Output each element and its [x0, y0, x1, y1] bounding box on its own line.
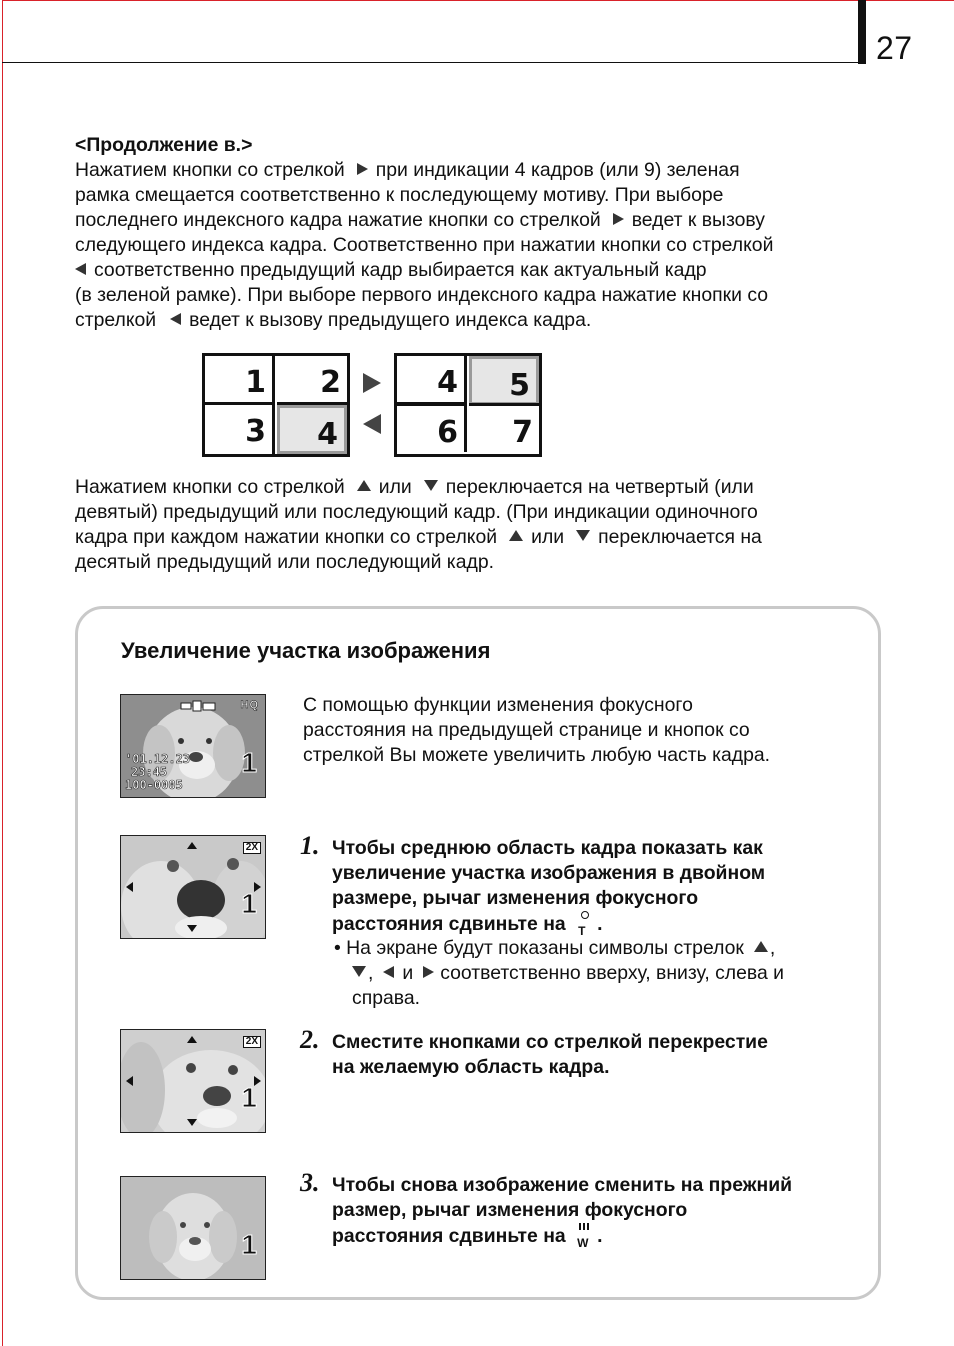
arrow-up-icon: [754, 941, 768, 952]
text-line: следующего индекса кадра. Соответственно при нажатии кнопки со стрелкой: [75, 234, 774, 256]
text-span: соответственно вверху, внизу, слева и: [440, 962, 784, 984]
zoom-intro: [303, 693, 843, 768]
arrow-down-icon: [576, 530, 590, 541]
text-line: размер, рычаг изменения фокусного: [332, 1199, 688, 1221]
arrow-right-icon: [363, 373, 381, 393]
text-span: стрелкой: [75, 309, 157, 331]
text-line: (в зеленой рамке). При выборе первого индексного кадра нажатие кнопки со: [75, 284, 769, 306]
lever-label-t: T: [578, 924, 586, 938]
text-span: переключается на: [598, 526, 762, 548]
arrow-left-icon: [126, 1076, 133, 1086]
lever-label-w: W: [577, 1236, 589, 1250]
arrow-up-icon: [357, 480, 371, 491]
grid-cell-selected: 4: [277, 405, 347, 454]
text-line: увеличение участка изображения в двойном: [332, 862, 766, 884]
photo-time: 23:45: [131, 765, 168, 779]
photo-info-overlay: [125, 753, 190, 792]
continuation-text: [75, 133, 865, 333]
grid-cell: 7: [469, 403, 539, 452]
text-line: на желаемую область кадра.: [332, 1056, 610, 1078]
lcd-screen-photo-normal: [120, 1176, 266, 1280]
text-span: переключается на четвертый (или: [445, 476, 754, 498]
text-line: расстояния на предыдущей странице и кнопок со: [303, 719, 750, 741]
photo-file-number: 100-0005: [125, 778, 183, 792]
lcd-screen-photo: [120, 694, 266, 798]
grid-cell: 1: [205, 356, 275, 405]
zoom-section-title: Увеличение участка изображения: [121, 638, 491, 663]
page-margin-rule: [2, 0, 3, 1346]
zoom-indicator: 2X: [243, 1036, 261, 1048]
text-span: Нажатием кнопки со стрелкой: [75, 476, 345, 498]
header-rule: [2, 62, 860, 63]
index-grid-right: [394, 353, 542, 457]
header-bar: [858, 0, 866, 64]
text-span: ведет к вызову предыдущего индекса кадра.: [189, 309, 592, 331]
paragraph-2: [75, 475, 865, 575]
step-2-text: [332, 1030, 852, 1080]
step-2-number: 2.: [300, 1025, 320, 1054]
text-span: кадра при каждом нажатии кнопки со стрелкой: [75, 526, 498, 548]
step-1-number: 1.: [300, 831, 320, 860]
text-line: девятый) предыдущий или последующий кадр. (При индикации одиночного: [75, 501, 758, 523]
arrow-down-icon: [352, 966, 366, 977]
text-span: .: [597, 1225, 603, 1247]
step-1-text: [332, 836, 852, 937]
text-line: Сместите кнопками со стрелкой перекрестие: [332, 1031, 768, 1053]
text-span: последнего индексного кадра нажатие кнопки со стрелкой: [75, 209, 601, 231]
text-span: ведет к вызову: [631, 209, 765, 231]
arrow-left-icon: [363, 414, 381, 434]
grid-cell: 6: [397, 403, 467, 452]
text-span: и: [402, 962, 414, 984]
magnifier-icon: [581, 911, 589, 919]
text-span: ,: [368, 962, 374, 984]
text-line: Чтобы среднюю область кадра показать как: [332, 837, 763, 859]
frame-number: 1: [241, 1229, 257, 1260]
continuation-heading: <Продолжение в.>: [75, 134, 253, 156]
text-span: .: [597, 913, 603, 935]
text-line: С помощью функции изменения фокусного: [303, 694, 693, 716]
text-span: расстояния сдвиньте на: [332, 913, 566, 935]
arrow-up-icon: [187, 1036, 197, 1043]
arrow-up-icon: [509, 530, 523, 541]
step-1-bullet: [334, 936, 854, 1011]
text-line: десятый предыдущий или последующий кадр.: [75, 551, 494, 573]
text-line: рамка смещается соответственно к последующему мотиву. При выборе: [75, 184, 724, 206]
zoom-tele-icon: [575, 911, 593, 938]
text-span: ,: [769, 937, 776, 959]
lcd-screen-photo-zoom-moved: [120, 1029, 266, 1133]
dog-normal-image: [121, 1177, 265, 1279]
arrow-down-icon: [187, 925, 197, 932]
index-grid-left: [202, 353, 350, 457]
text-line: размере, рычаг изменения фокусного: [332, 887, 699, 909]
arrow-left-icon: [170, 313, 181, 325]
arrow-up-icon: [187, 842, 197, 849]
frame-number: 1: [241, 888, 257, 919]
text-line: Чтобы снова изображение сменить на прежний: [332, 1174, 793, 1196]
zoom-indicator: 2X: [243, 842, 261, 854]
text-span: расстояния сдвиньте на: [332, 1225, 566, 1247]
text-span: при индикации 4 кадров (или 9) зеленая: [375, 159, 740, 181]
grid-cell: 2: [277, 356, 347, 405]
arrow-left-icon: [126, 882, 133, 892]
frame-number: 1: [241, 1082, 257, 1113]
arrow-right-icon: [613, 213, 624, 225]
arrow-left-icon: [75, 263, 86, 275]
text-line: стрелкой Вы можете увеличить любую часть кадра.: [303, 744, 771, 766]
arrow-left-icon: [383, 966, 394, 978]
quality-badge: HQ: [240, 699, 259, 711]
lcd-screen-photo-zoom: [120, 835, 266, 939]
grid-cell: 4: [397, 356, 467, 405]
text-span: или: [378, 476, 412, 498]
zoom-wide-icon: [575, 1223, 593, 1250]
index-grid-icon: [579, 1223, 589, 1230]
step-3-text: [332, 1173, 852, 1249]
grid-cell: 3: [205, 405, 275, 454]
photo-date: '01.12.23: [125, 752, 191, 766]
page-top-rule: [2, 0, 954, 1]
arrow-right-icon: [357, 163, 368, 175]
arrow-down-icon: [424, 480, 438, 491]
text-span: Нажатием кнопки со стрелкой: [75, 159, 345, 181]
grid-cell-selected: 5: [469, 356, 539, 405]
text-line: справа.: [352, 987, 421, 1009]
page-number: 27: [876, 30, 913, 66]
text-span: или: [531, 526, 565, 548]
arrow-down-icon: [187, 1119, 197, 1126]
arrow-right-icon: [423, 966, 434, 978]
step-3-number: 3.: [300, 1168, 320, 1197]
frame-number: 1: [241, 747, 257, 778]
text-span: соответственно предыдущий кадр выбирается как актуальный кадр: [94, 259, 707, 281]
text-span: • На экране будут показаны символы стрелок: [334, 937, 744, 959]
